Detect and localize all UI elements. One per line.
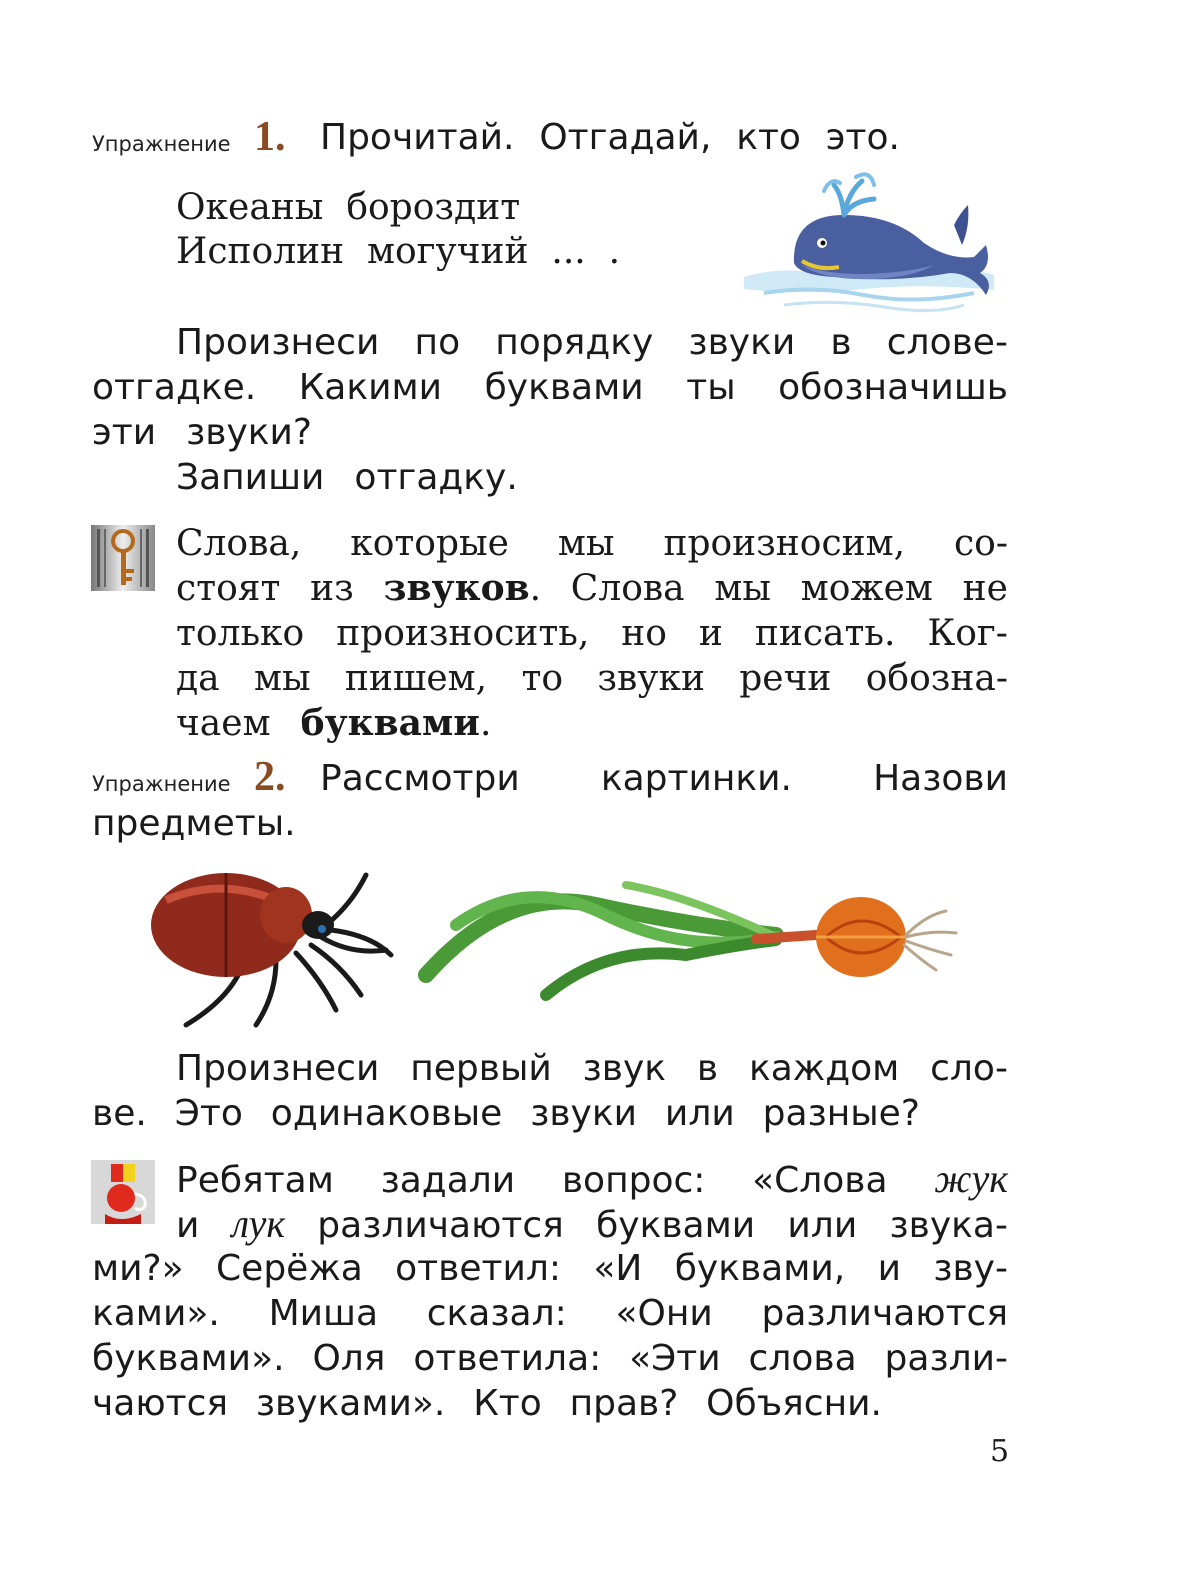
discussion-line-2: и лук различаются буквами или звука- [176, 1201, 1008, 1246]
rule-line-3: только произносить, но и писать. Ког- [176, 613, 1008, 654]
key-rule-icon [91, 525, 155, 591]
ex1-paragraph-line-2: отгадке. Какими буквами ты обозначишь [92, 367, 1008, 408]
bold-term-sounds: звуков [383, 567, 530, 609]
rule-line-4: да мы пишем, то звуки речи обозна- [176, 658, 1008, 699]
exercise-1-task: Прочитай. Отгадай, кто это. [320, 117, 900, 158]
ex2-paragraph-line-2: ве. Это одинаковые звуки или разные? [92, 1093, 920, 1134]
rule-line-5: чаем буквами. [176, 702, 492, 744]
rule-line-2: стоят из звуков. Слова мы можем не [176, 567, 1008, 609]
ex1-paragraph-line-1: Произнеси по порядку звуки в слове- [176, 322, 1008, 363]
exercise-2-task-cont: предметы. [92, 803, 296, 844]
riddle-line-2: Исполин могучий ... . [176, 231, 621, 272]
italic-word-luk: лук [231, 1201, 286, 1246]
italic-word-zhuk: жук [934, 1156, 1008, 1201]
discussion-line-1: Ребятам задали вопрос: «Слова жук [176, 1156, 1008, 1201]
exercise-1-label: Упражнение [92, 132, 231, 156]
discussion-line-6: чаются звуками». Кто прав? Объясни. [92, 1383, 882, 1424]
rule-line-1: Слова, которые мы произносим, со- [176, 523, 1008, 564]
ex2-paragraph-line-1: Произнеси первый звук в каждом сло- [176, 1048, 1008, 1089]
discussion-line-3: ми?» Серёжа ответил: «И буквами, и зву- [92, 1248, 1008, 1289]
exercise-2-number: 2. [254, 754, 286, 800]
whale-illustration [724, 165, 1004, 315]
discussion-line-5: буквами». Оля ответила: «Эти слова разли- [92, 1338, 1008, 1379]
ex1-paragraph-line-3: эти звуки? [92, 412, 313, 453]
exercise-2-label: Упражнение [92, 772, 231, 796]
discussion-line-4: ками». Миша сказал: «Они различаются [92, 1293, 1008, 1334]
exercise-2-task: Рассмотри картинки. Назови [320, 758, 1008, 799]
riddle-line-1: Океаны бороздит [176, 187, 521, 228]
discussion-icon [91, 1160, 155, 1224]
page-number: 5 [990, 1434, 1010, 1469]
ex1-write-answer: Запиши отгадку. [176, 457, 518, 498]
bold-term-letters: буквами [300, 702, 480, 744]
exercise-1-number: 1. [254, 114, 286, 160]
beetle-onion-illustration [126, 845, 986, 1035]
